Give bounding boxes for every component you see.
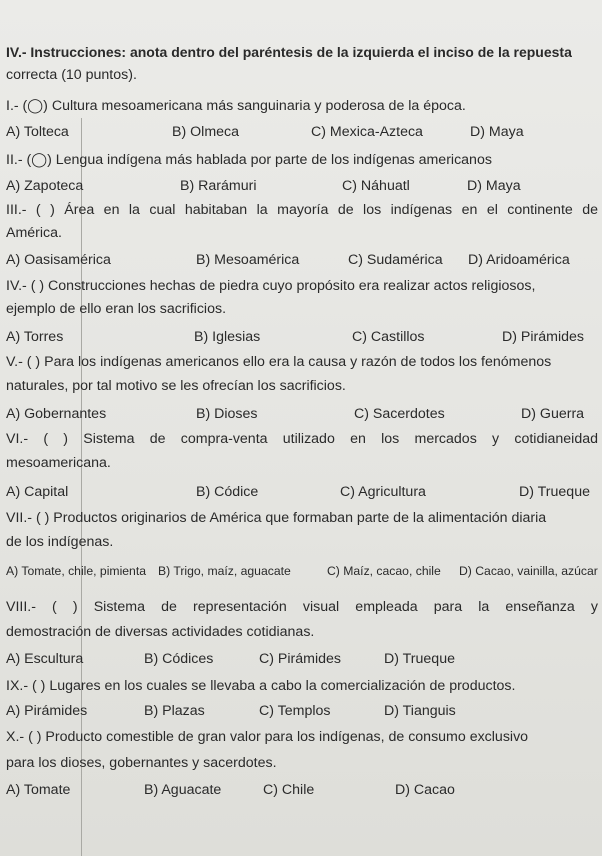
question-10-text-2: para los dioses, gobernantes y sacerdotes. xyxy=(6,755,277,771)
option-c: C) Sudamérica xyxy=(348,252,443,268)
instructions-line-1: IV.- Instrucciones: anota dentro del paréntesis de la izquierda el inciso de la repuesta xyxy=(6,44,572,60)
option-d: D) Guerra xyxy=(521,406,585,422)
question-5-text-2: naturales, por tal motivo se les ofrecían los sacrificios. xyxy=(6,378,346,394)
option-b: B) Trigo, maíz, aguacate xyxy=(158,564,291,578)
option-c: C) Chile xyxy=(263,782,315,798)
question-1-text: I.- (◯) Cultura mesoamericana más sanguinaria y poderosa de la época. xyxy=(6,98,466,114)
option-b: B) Códices xyxy=(144,651,214,667)
option-d: D) Trueque xyxy=(384,651,455,667)
question-9-text: IX.- ( ) Lugares en los cuales se llevaba a cabo la comercialización de productos. xyxy=(6,678,516,694)
option-c: C) Agricultura xyxy=(340,484,426,500)
option-a: A) Oasisamérica xyxy=(6,252,111,268)
option-c: C) Mexica-Azteca xyxy=(311,124,423,140)
option-b: B) Dioses xyxy=(196,406,258,422)
option-d: D) Cacao xyxy=(395,782,455,798)
option-b: B) Rarámuri xyxy=(180,178,257,194)
option-a: A) Zapoteca xyxy=(6,178,84,194)
question-8-text-2: demostración de diversas actividades cotidianas. xyxy=(6,624,315,640)
option-c: C) Templos xyxy=(259,703,331,719)
option-a: A) Tomate xyxy=(6,782,71,798)
option-a: A) Tomate, chile, pimienta xyxy=(6,564,146,578)
question-3-text-2: América. xyxy=(6,225,62,241)
option-a: A) Escultura xyxy=(6,651,84,667)
option-a: A) Torres xyxy=(6,329,64,345)
option-c: C) Náhuatl xyxy=(342,178,410,194)
option-d: D) Aridoamérica xyxy=(468,252,570,268)
option-b: B) Aguacate xyxy=(144,782,222,798)
option-c: C) Castillos xyxy=(352,329,425,345)
option-a: A) Capital xyxy=(6,484,69,500)
instructions-line-2: correcta (10 puntos). xyxy=(6,67,137,83)
option-d: D) Pirámides xyxy=(502,329,584,345)
question-4-text-2: ejemplo de ello eran los sacrificios. xyxy=(6,301,227,317)
option-a: A) Pirámides xyxy=(6,703,88,719)
question-7-text-1: VII.- ( ) Productos originarios de América que formaban parte de la alimentación diaria xyxy=(6,510,547,526)
option-c: C) Maíz, cacao, chile xyxy=(327,564,441,578)
question-3-text-1: III.- ( ) Área en la cual habitaban la mayoría de los indígenas en el continente de xyxy=(6,202,598,218)
question-5-text-1: V.- ( ) Para los indígenas americanos ello era la causa y razón de todos los fenómenos xyxy=(6,354,552,370)
option-d: D) Tianguis xyxy=(384,703,456,719)
option-b: B) Plazas xyxy=(144,703,205,719)
question-7-text-2: de los indígenas. xyxy=(6,534,114,550)
option-b: B) Códice xyxy=(196,484,259,500)
option-b: B) Iglesias xyxy=(194,329,261,345)
option-a: A) Gobernantes xyxy=(6,406,107,422)
question-8-text-1: VIII.- ( ) Sistema de representación visual empleada para la enseñanza y xyxy=(6,599,598,615)
question-4-text-1: IV.- ( ) Construcciones hechas de piedra cuyo propósito era realizar actos religiosos, xyxy=(6,278,536,294)
question-6-text-2: mesoamericana. xyxy=(6,455,111,471)
option-d: D) Cacao, vainilla, azúcar xyxy=(459,564,598,578)
option-c: C) Pirámides xyxy=(259,651,341,667)
option-d: D) Maya xyxy=(470,124,524,140)
question-10-text-1: X.- ( ) Producto comestible de gran valor para los indígenas, de consumo exclusivo xyxy=(6,729,529,745)
option-b: B) Olmeca xyxy=(172,124,240,140)
option-b: B) Mesoamérica xyxy=(196,252,300,268)
option-d: D) Trueque xyxy=(519,484,590,500)
option-d: D) Maya xyxy=(467,178,521,194)
question-6-text-1: VI.- ( ) Sistema de compra-venta utilizado en los mercados y cotidianeidad xyxy=(6,431,598,447)
option-a: A) Tolteca xyxy=(6,124,69,140)
question-2-text: II.- (◯) Lengua indígena más hablada por parte de los indígenas americanos xyxy=(6,152,492,168)
option-c: C) Sacerdotes xyxy=(354,406,445,422)
